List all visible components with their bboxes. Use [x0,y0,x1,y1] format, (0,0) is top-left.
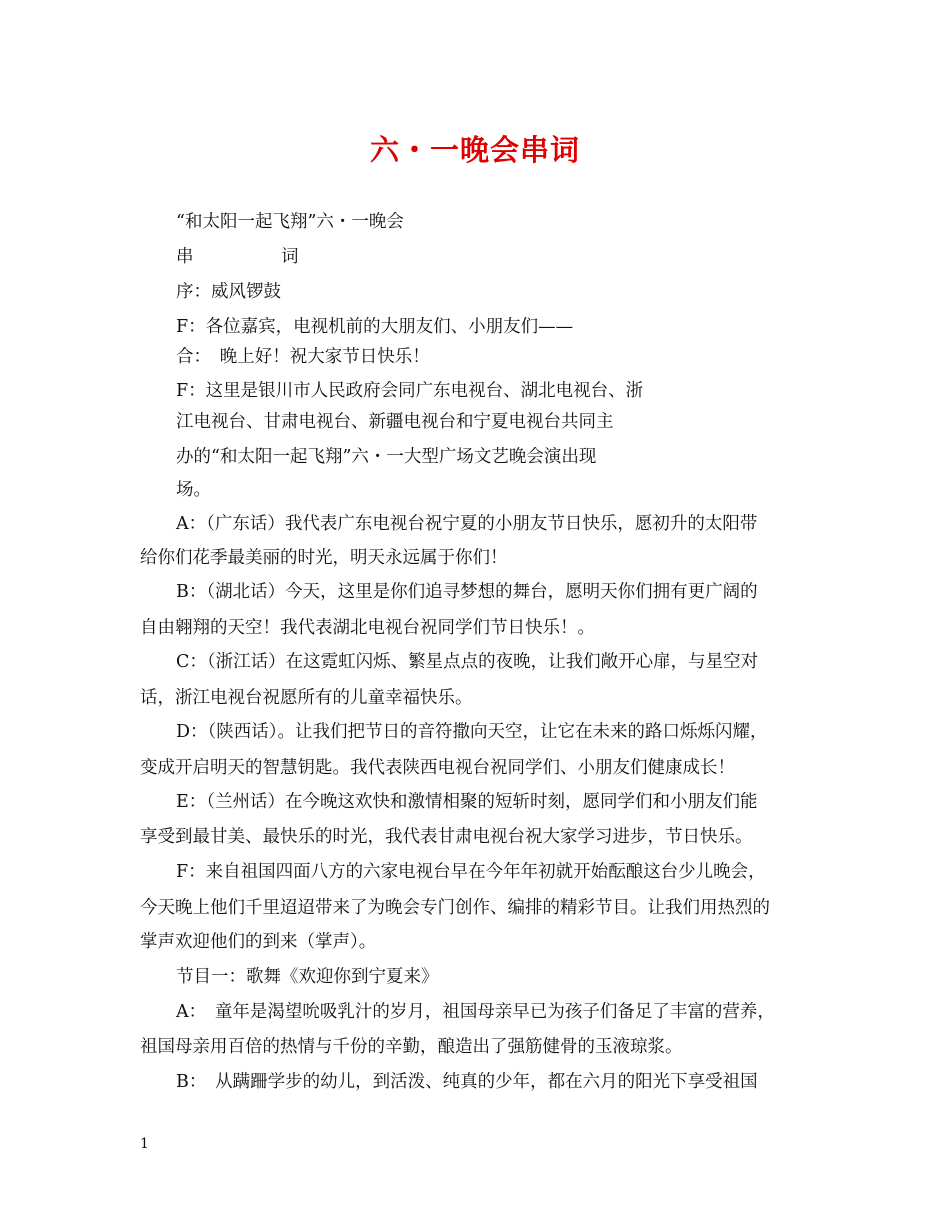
text-line: 自由翱翔的天空！我代表湖北电视台祝同学们节日快乐！。 [140,618,595,638]
text-line: F：这里是银川市人民政府会同广东电视台、湖北电视台、浙 [176,381,644,401]
text-line: 掌声欢迎他们的到来（掌声）。 [140,932,377,952]
text-line: B： 从蹒跚学步的幼儿，到活泼、纯真的少年，都在六月的阳光下享受祖国 [176,1072,758,1092]
page-number: 1 [140,1136,149,1152]
text-line: 场。 [176,480,211,500]
text-line: “和太阳一起飞翔”六・一晚会 [176,212,404,232]
text-line: 今天晚上他们千里迢迢带来了为晚会专门创作、编排的精彩节目。让我们用热烈的 [140,898,770,918]
text-line: B：（湖北话）今天，这里是你们追寻梦想的舞台，愿明天你们拥有更广阔的 [176,582,758,602]
text-line: A： 童年是渴望吮吸乳汁的岁月，祖国母亲早已为孩子们备足了丰富的营养， [176,1002,775,1022]
text-line: 江电视台、甘肃电视台、新疆电视台和宁夏电视台共同主 [176,412,614,432]
text-line: 节目一：歌舞《欢迎你到宁夏来》 [176,967,439,987]
text-line: E：（兰州话）在今晚这欢快和激情相聚的短斩时刻，愿同学们和小朋友们能 [176,792,758,812]
text-line: 办的“和太阳一起飞翔”六・一大型广场文艺晚会演出现 [176,447,597,467]
text-line: 享受到最甘美、最快乐的时光，我代表甘肃电视台祝大家学习进步，节日快乐。 [140,827,753,847]
text-line: 合： 晚上好！祝大家节日快乐！ [176,347,430,367]
document-title: 六・一晚会串词 [369,133,580,167]
text-line: 变成开启明天的智慧钥匙。我代表陕西电视台祝同学们、小朋友们健康成长！ [140,758,735,778]
text-line: 串 词 [176,247,299,267]
text-line: 话，浙江电视台祝愿所有的儿童幸福快乐。 [140,688,473,708]
text-line: 序：威风锣鼓 [176,282,281,302]
text-line: A：（广东话）我代表广东电视台祝宁夏的小朋友节日快乐，愿初升的太阳带 [176,514,758,534]
text-line: C：（浙江话）在这霓虹闪烁、繁星点点的夜晚，让我们敞开心扉，与星空对 [176,652,759,672]
text-line: 给你们花季最美丽的时光，明天永远属于你们！ [140,548,508,568]
text-line: 祖国母亲用百倍的热情与千份的辛勤，酿造出了强筋健骨的玉液琼浆。 [140,1037,683,1057]
text-line: D：（陕西话）。让我们把节日的音符撒向天空，让它在未来的路口烁烁闪耀， [176,722,768,742]
text-line: F：来自祖国四面八方的六家电视台早在今年年初就开始酝酿这台少儿晚会， [176,862,766,882]
text-line: F：各位嘉宾，电视机前的大朋友们、小朋友们—— [176,317,574,337]
